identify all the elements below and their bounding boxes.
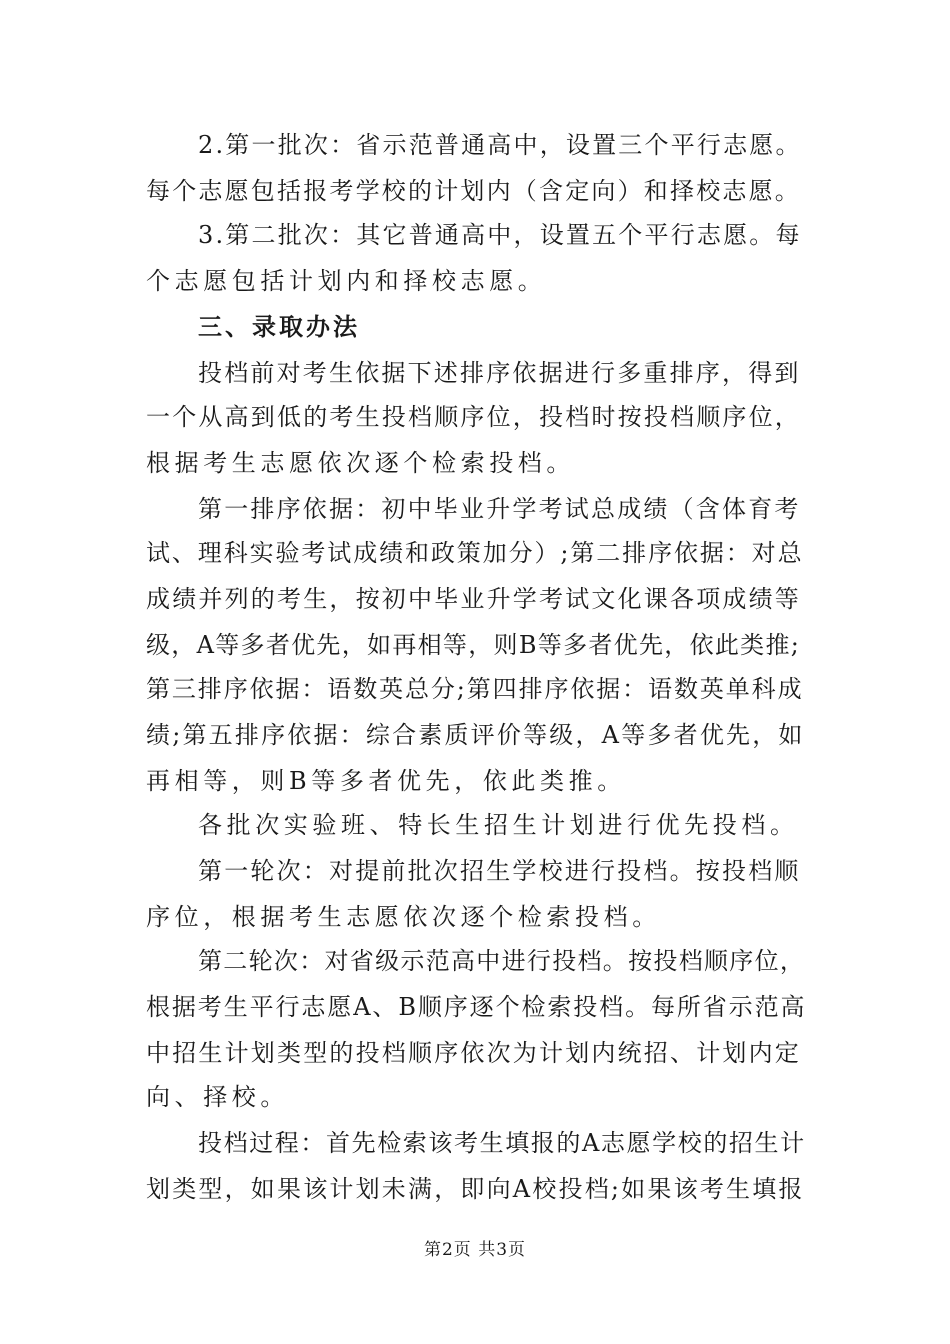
paragraph-line: 再相等，则B等多者优先，依此类推。 [146, 767, 626, 795]
paragraph-line: 第一排序依据：初中毕业升学考试总成绩（含体育考 [198, 495, 801, 523]
paragraph-line: 绩;第五排序依据：综合素质评价等级，A等多者优先，如 [146, 721, 805, 749]
paragraph-line: 根据考生志愿依次逐个检索投档。 [146, 449, 575, 477]
paragraph-line: 个志愿包括计划内和择校志愿。 [146, 267, 547, 295]
paragraph-line: 2.第一批次：省示范普通高中，设置三个平行志愿。 [198, 131, 802, 159]
paragraph-line: 向、择校。 [146, 1083, 289, 1111]
paragraph-line: 一个从高到低的考生投档顺序位，投档时按投档顺序位， [146, 403, 801, 431]
page-footer: 第2页 共3页 [423, 1240, 527, 1260]
paragraph-line: 划类型，如果该计划未满，即向A校投档;如果该考生填报 [146, 1175, 805, 1203]
paragraph-line: 每个志愿包括报考学校的计划内（含定向）和择校志愿。 [146, 177, 801, 205]
paragraph-line: 第二轮次：对省级示范高中进行投档。按投档顺序位， [198, 947, 806, 975]
paragraph-line: 投档前对考生依据下述排序依据进行多重排序，得到 [198, 359, 801, 387]
paragraph-line: 试、理科实验考试成绩和政策加分）;第二排序依据：对总 [146, 539, 804, 567]
paragraph-line: 中招生计划类型的投档顺序依次为计划内统招、计划内定 [146, 1039, 801, 1067]
section-heading: 三、录取办法 [198, 313, 360, 341]
paragraph-line: 成绩并列的考生，按初中毕业升学考试文化课各项成绩等 [146, 585, 801, 613]
paragraph-line: 投档过程：首先检索该考生填报的A志愿学校的招生计 [198, 1129, 806, 1157]
paragraph-line: 3.第二批次：其它普通高中，设置五个平行志愿。每 [198, 221, 802, 249]
paragraph-line: 第三排序依据：语数英总分;第四排序依据：语数英单科成 [146, 675, 804, 703]
paragraph-line: 序位，根据考生志愿依次逐个检索投档。 [146, 903, 661, 931]
paragraph-line: 第一轮次：对提前批次招生学校进行投档。按投档顺 [198, 857, 801, 885]
paragraph-line: 级，A等多者优先，如再相等，则B等多者优先，依此类推; [146, 631, 801, 659]
paragraph-line: 根据考生平行志愿A、B顺序逐个检索投档。每所省示范高 [146, 993, 807, 1021]
paragraph-line: 各批次实验班、特长生招生计划进行优先投档。 [198, 811, 799, 839]
